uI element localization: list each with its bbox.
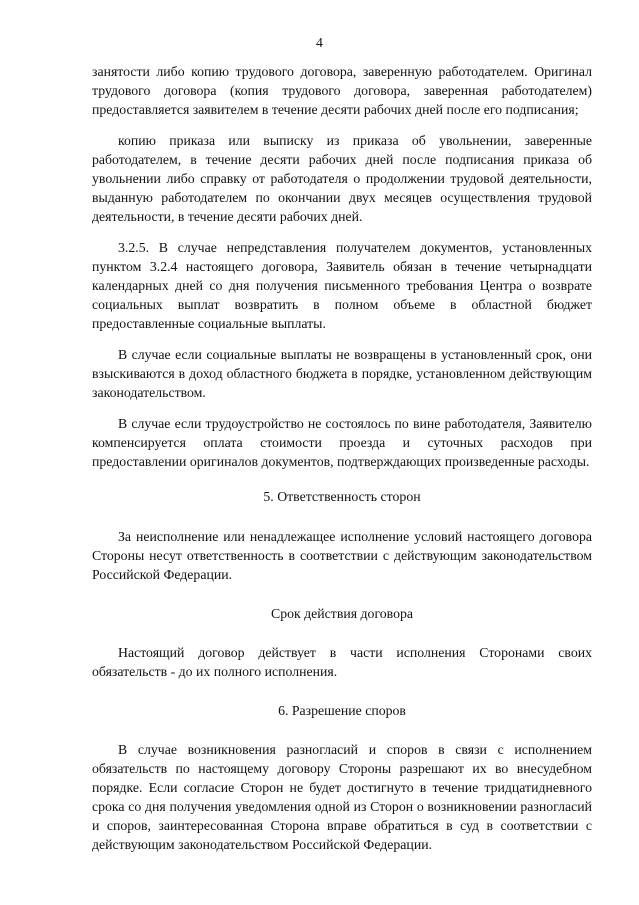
- paragraph-liability: За неисполнение или ненадлежащее исполнение условий настоящего договора Стороны несут ответственность в соответствии с действующим законодательством Российской Федерации.: [92, 529, 592, 582]
- paragraph-disputes: В случае возникновения разногласий и споров в связи с исполнением обязательств по настоящему договору Стороны разрешают их во внесудебном порядке. Если согласие Сторон не будет достигнуто в течение тридцатидневного срока со дня получения уведомления одной из Сторон о возникновении разногласий и споров, заинтересованная Сторона вправе обратиться в суд в соответствии с действующим законодательством Российской Федерации.: [92, 742, 592, 852]
- paragraph-clause-3-2-5: 3.2.5. В случае непредставления получателем документов, установленных пунктом 3.2.4 настоящего договора, Заявитель обязан в течение четырнадцати календарных дней со дня получения письменного требования Центра о возврате социальных выплат возвратить в полном объеме в областной бюджет предоставленные социальные выплаты.: [92, 240, 592, 331]
- section-heading-responsibility: 5. Ответственность сторон: [263, 489, 421, 504]
- section-heading-disputes: 6. Разрешение споров: [278, 703, 406, 718]
- paragraph-dismissal-order: копию приказа или выписку из приказа об увольнении, заверенные работодателем, в течение десяти рабочих дней после подписания приказа об увольнении либо справку от работодателя о продолжении трудовой деятельности, выданную работодателем по окончании двух месяцев осуществления трудовой деятельности, в течение десяти рабочих дней.: [92, 133, 592, 224]
- document-body: [92, 62, 592, 854]
- paragraph-recovery: В случае если социальные выплаты не возвращены в установленный срок, они взыскиваются в доход областного бюджета в порядке, установленном действующим законодательством.: [92, 347, 592, 400]
- paragraph-employment-contract: занятости либо копию трудового договора, заверенную работодателем. Оригинал трудового договора (копия трудового договора, заверенная работодателем) предоставляется заявителем в течение десяти рабочих дней после его подписания;: [92, 64, 592, 117]
- paragraph-compensation: В случае если трудоустройство не состоялось по вине работодателя, Заявителю компенсируется оплата стоимости проезда и суточных расходов при предоставлении оригиналов документов, подтверждающих произведенные расходы.: [92, 416, 592, 469]
- paragraph-term: Настоящий договор действует в части исполнения Сторонами своих обязательств - до их полного исполнения.: [92, 645, 592, 679]
- section-heading-term: Срок действия договора: [271, 606, 413, 621]
- page-number: 4: [316, 35, 323, 50]
